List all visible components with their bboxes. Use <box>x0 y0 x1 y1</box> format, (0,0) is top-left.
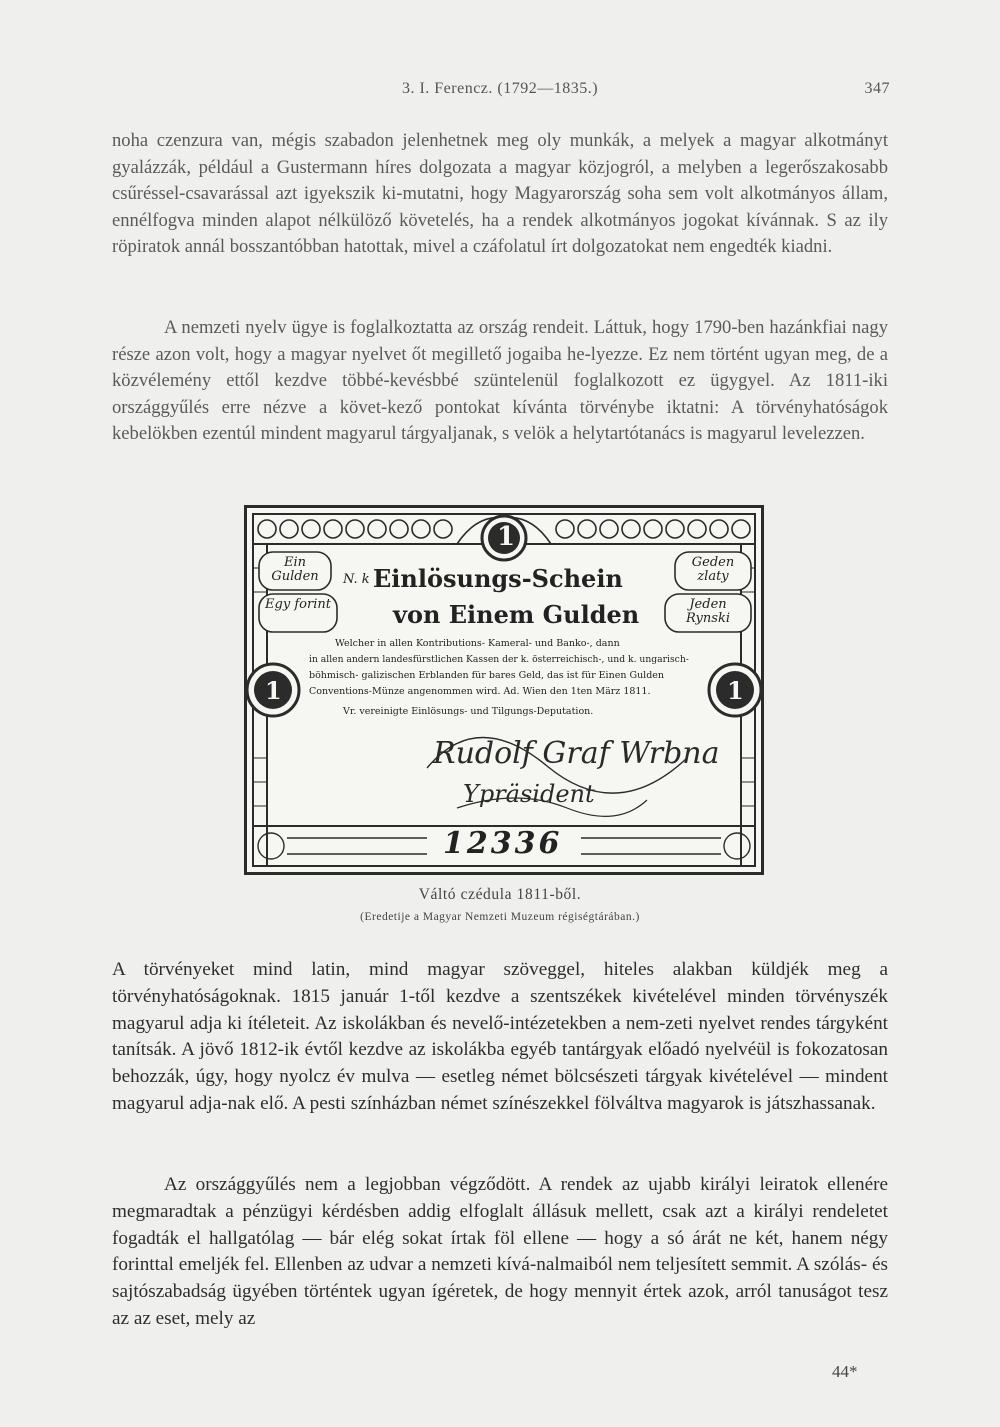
figure-caption-title: Váltó czédula 1811-ből. <box>418 886 582 903</box>
running-head-title: 3. I. Ferencz. (1792—1835.) <box>401 80 599 97</box>
paragraph-diet-end: Az országgyűlés nem a legjobban végződött. A rendek az ujabb királyi leiratok ellenére megmaradtak a pénzügyi kérdésben addig elfoglalt állásuk mellett, csak azt a királyi rendeletet fogadták el hallgatólag — bár elég sokat írtak föl ellene — hogy a só árát ne két, hanem négy forinttal emeljék fel. Ellenben az udvar a nemzeti kívá-nalmaiból nem teljesített semmit. A szólás- és sajtószabadság ügyében történtek ugyan ígéretek, de hogy mennyit értek azok, arról tanuságot tesz az az eset, mely az <box>112 1174 888 1329</box>
cartouche-geden-zlaty: Geden zlaty <box>691 555 735 584</box>
banknote-signature-2: Ypräsident <box>463 780 595 808</box>
cartouche-jeden-rynski: Jeden Rynski <box>686 597 730 626</box>
banknote-text-line-5: Vr. vereinigte Einlösungs- und Tilgungs-Deputation. <box>343 706 594 717</box>
paragraph-censorship: noha czenzura van, mégis szabadon jelenhetnek meg oly munkák, a melyek a magyar alkotmányt gyalázzák, például a Gustermann híres dolgozata a magyar közjogról, a melyben a legerőszakosabb csűréssel-csavarással azt igyekszik ki-mutatni, hogy Magyarország soha sem volt alkotmányos állam, ennélfogva minden alapot nélkülöző követelés, ha a rendek alkotmányos jogokat kívánnak. S az ily röpiratok annál bosszantóbban hatottak, mivel a czáfolatul írt dolgozatokat nem engedték kiadni. <box>112 130 888 258</box>
cartouche-egy-forint: Egy forint <box>265 597 331 612</box>
paragraph-national-language: A nemzeti nyelv ügye is foglalkoztatta az ország rendeit. Láttuk, hogy 1790-ben hazánkfiai nagy része azon volt, hogy a magyar nyelvet őt megillető jogaiba he-lyezze. Ez nem történt ugyan meg, de a közvélemény ettől kezdve többé-kevésbbé szüntelenül foglalkozott ez ügygyel. Az 1811-iki országgyűlés erre nézve a követ-kező pontokat kívánta törvénybe iktatni: A törvényhatóságok kebelökben ezentúl mindent magyarul tárgyaljanak, s velök a helytartótanács is magyarul levelezzen. <box>112 317 888 445</box>
banknote-subtitle: von Einem Gulden <box>393 600 640 629</box>
banknote-serial-number: 12336 <box>443 826 563 861</box>
cartouche-ein-gulden: Ein Gulden <box>271 555 319 584</box>
banknote-text-line-4: Conventions-Münze angenommen wird. Ad. Wien den 1ten März 1811. <box>309 686 651 697</box>
figure-caption-source: (Eredetije a Magyar Nemzeti Muzeum régiségtárában.) <box>360 911 640 923</box>
banknote-text-line-1: Welcher in allen Kontributions- Kameral- und Banko-, dann <box>335 638 620 649</box>
banknote-text-line-2: in allen andern landesfürstlichen Kassen der k. österreichisch-, und k. ungarisch- <box>309 654 689 665</box>
banknote-left-medallion-value: 1 <box>265 676 282 705</box>
banknote-right-medallion-value: 1 <box>727 676 744 705</box>
banknote-signature-1: Rudolf Graf Wrbna <box>433 736 720 771</box>
banknote-medallion-value: 1 <box>497 522 516 552</box>
banknote-prefix: N. k <box>343 572 370 587</box>
banknote-text-line-3: böhmisch- galizischen Erblanden für bares Geld, das ist für Einen Gulden <box>309 670 665 681</box>
banknote-title: Einlösungs-Schein <box>373 564 623 593</box>
page-number: 347 <box>864 80 890 97</box>
paragraph-law-language: A törvényeket mind latin, mind magyar szöveggel, hiteles alakban küldjék meg a törvényhatóságoknak. 1815 január 1-től kezdve a szentszékek kivételével minden törvényszék magyarul adja ki ítéleteit. Az iskolákban és nevelő-intézetekben a nem-zeti nyelvet rendes tárgyként tanítsák. A jövő 1812-ik évtől kezdve az iskolákba egyéb tantárgyak előadó nyelvéül is fokozatosan behozzák, úgy, hogy nyolcz év mulva — esetleg német bölcsészeti tárgyak kivételével — mindent magyarul adja-nak elő. A pesti színházban német színészekkel fölváltva magyarok is játszhassanak. <box>112 959 888 1114</box>
sheet-signature: 44* <box>832 1362 858 1381</box>
running-head <box>110 80 890 104</box>
banknote-illustration <box>244 505 764 875</box>
